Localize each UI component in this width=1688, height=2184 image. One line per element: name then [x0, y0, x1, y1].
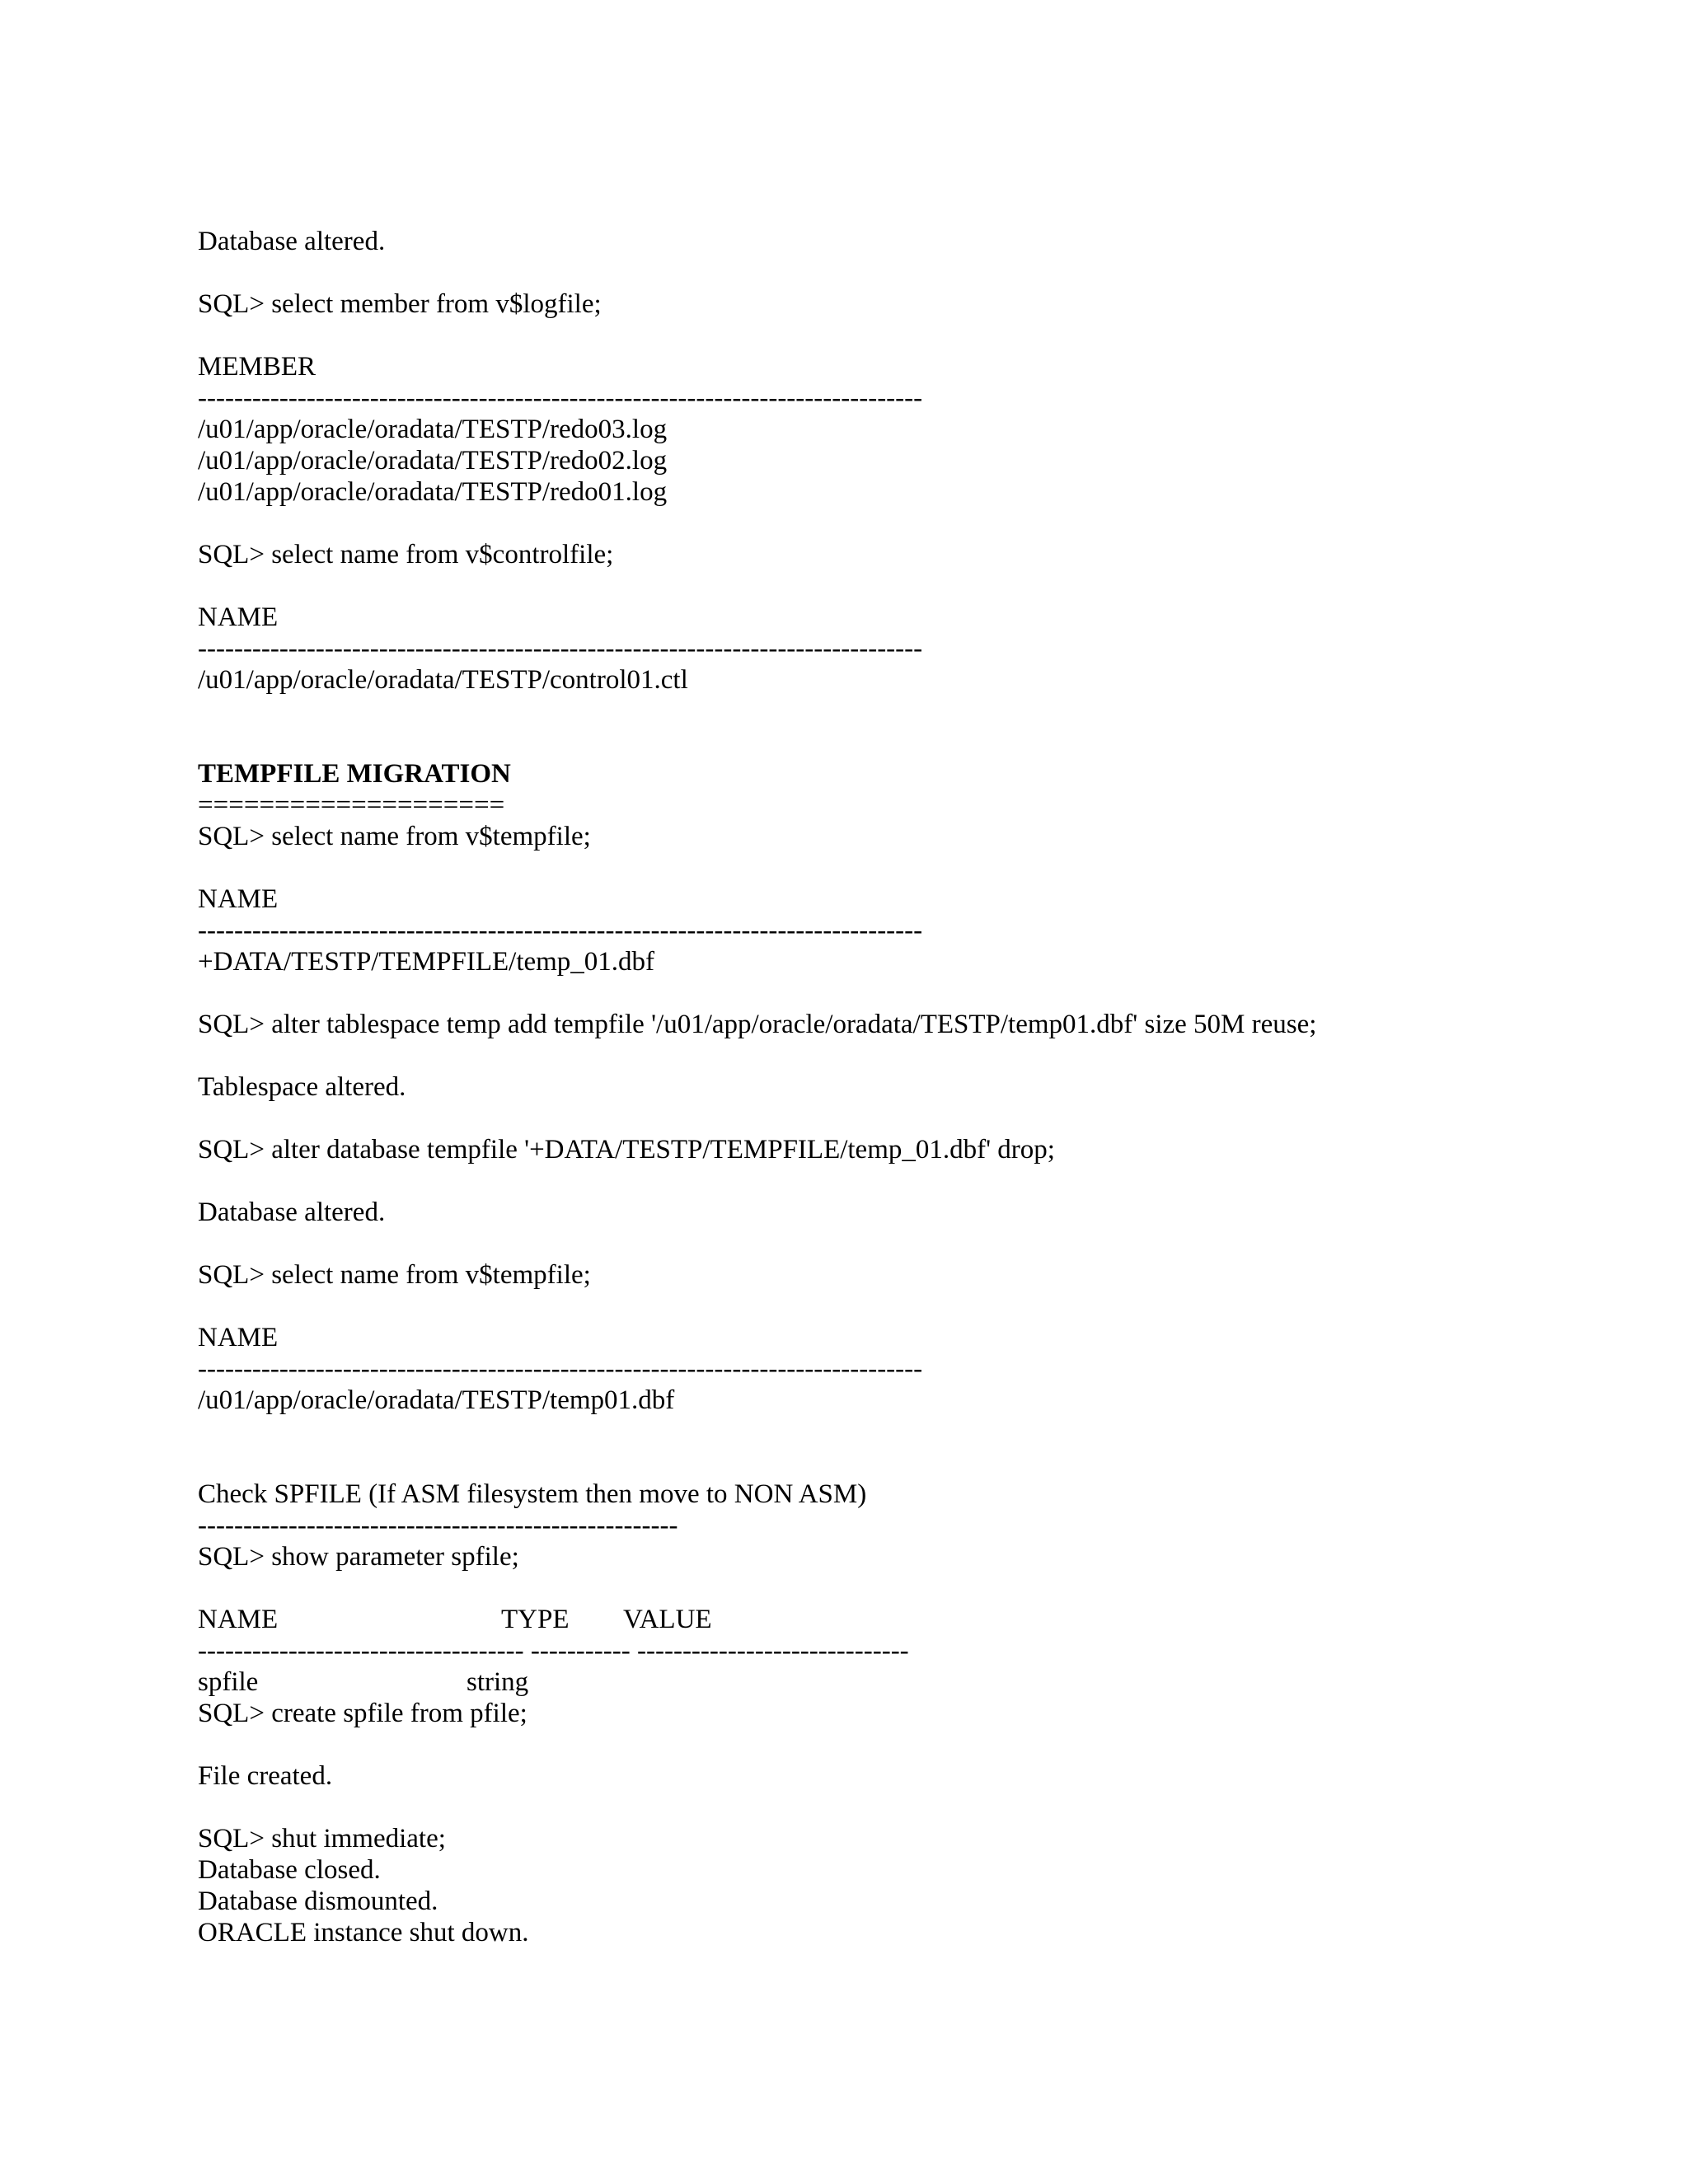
- column-header-value: VALUE: [623, 1605, 712, 1634]
- separator-line: --------------------------------------------------------------------------------: [198, 1354, 923, 1384]
- output-line: ORACLE instance shut down.: [198, 1918, 529, 1947]
- sql-command: SQL> select name from v$controlfile;: [198, 540, 614, 569]
- sql-command: SQL> select name from v$tempfile;: [198, 822, 591, 851]
- output-line: File created.: [198, 1761, 333, 1791]
- sql-command: SQL> alter database tempfile '+DATA/TESTP/TEMPFILE/temp_01.dbf' drop;: [198, 1135, 1055, 1165]
- heading-underline: -----------------------------------------------------: [198, 1511, 678, 1540]
- result-row: /u01/app/oracle/oradata/TESTP/redo03.log: [198, 415, 668, 444]
- section-heading: TEMPFILE MIGRATION: [198, 759, 511, 789]
- sql-command: SQL> alter tablespace temp add tempfile '/u01/app/oracle/oradata/TESTP/temp01.dbf' size 50M reuse;: [198, 1010, 1317, 1039]
- column-header: NAME: [198, 1323, 279, 1352]
- separator-line: ------------------------------------ ----------- ------------------------------: [198, 1636, 909, 1666]
- sql-command: SQL> select member from v$logfile;: [198, 289, 602, 319]
- parameter-name: spfile: [198, 1667, 259, 1697]
- separator-line: --------------------------------------------------------------------------------: [198, 383, 923, 413]
- separator-line: --------------------------------------------------------------------------------: [198, 634, 923, 663]
- output-line: Database dismounted.: [198, 1886, 438, 1916]
- separator-line: --------------------------------------------------------------------------------: [198, 916, 923, 945]
- result-row: /u01/app/oracle/oradata/TESTP/redo02.log: [198, 446, 668, 476]
- sql-command: SQL> show parameter spfile;: [198, 1542, 519, 1572]
- result-row: /u01/app/oracle/oradata/TESTP/control01.ctl: [198, 665, 688, 695]
- column-header: MEMBER: [198, 352, 316, 382]
- result-row: /u01/app/oracle/oradata/TESTP/redo01.log: [198, 477, 668, 507]
- column-header-name: NAME: [198, 1605, 279, 1634]
- section-heading: Check SPFILE (If ASM filesystem then move to NON ASM): [198, 1479, 867, 1509]
- output-line: Tablespace altered.: [198, 1072, 406, 1102]
- output-line: Database closed.: [198, 1855, 381, 1885]
- result-row: /u01/app/oracle/oradata/TESTP/temp01.dbf: [198, 1385, 675, 1415]
- column-header: NAME: [198, 602, 279, 632]
- output-line: Database altered.: [198, 227, 386, 256]
- column-header-type: TYPE: [501, 1605, 570, 1634]
- parameter-type: string: [467, 1667, 529, 1697]
- heading-underline: ====================: [198, 790, 505, 820]
- sql-command: SQL> create spfile from pfile;: [198, 1699, 528, 1728]
- output-line: Database altered.: [198, 1197, 386, 1227]
- result-row: +DATA/TESTP/TEMPFILE/temp_01.dbf: [198, 947, 655, 977]
- sql-command: SQL> select name from v$tempfile;: [198, 1260, 591, 1290]
- sql-command: SQL> shut immediate;: [198, 1824, 446, 1854]
- column-header: NAME: [198, 884, 279, 914]
